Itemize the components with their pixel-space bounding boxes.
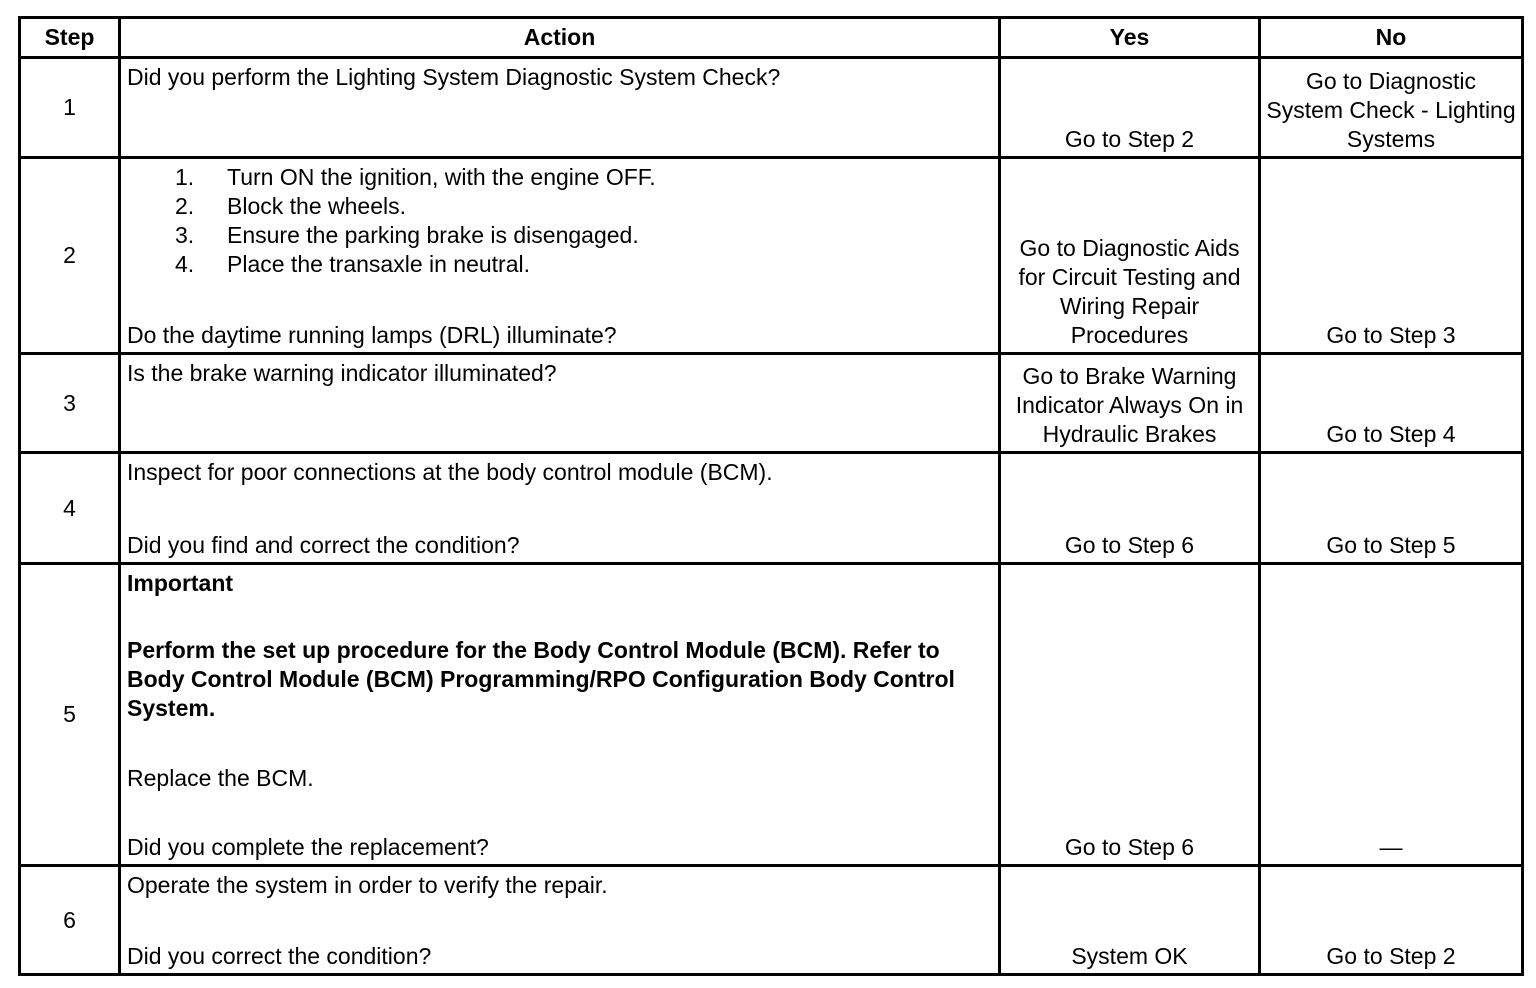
action-question: Did you correct the condition? xyxy=(127,943,432,969)
diagnostic-table xyxy=(18,16,1524,976)
table-row xyxy=(20,354,1523,453)
action-question: Did you perform the Lighting System Diagnostic System Check? xyxy=(127,64,781,90)
action-question: Is the brake warning indicator illuminated? xyxy=(127,360,557,386)
action-cell xyxy=(120,58,1000,158)
header-row xyxy=(20,18,1523,58)
step-number: 2 xyxy=(20,158,120,354)
list-item: 1. Turn ON the ignition, with the engine OFF. xyxy=(175,164,656,190)
yes-cell: Go to Brake Warning Indicator Always On in Hydraulic Brakes xyxy=(1000,354,1260,453)
header-action: Action xyxy=(120,18,1000,58)
step-number: 1 xyxy=(20,58,120,158)
action-cell xyxy=(120,158,1000,354)
step-number: 4 xyxy=(20,453,120,564)
no-cell: Go to Step 4 xyxy=(1260,354,1523,453)
action-question: Did you complete the replacement? xyxy=(127,834,489,860)
list-item: 2. Block the wheels. xyxy=(175,193,406,219)
header-yes: Yes xyxy=(1000,18,1260,58)
action-cell xyxy=(120,453,1000,564)
action-cell xyxy=(120,564,1000,866)
step-number: 5 xyxy=(20,564,120,866)
table-row xyxy=(20,453,1523,564)
action-instruction: Replace the BCM. xyxy=(127,764,314,791)
list-item: 4. Place the transaxle in neutral. xyxy=(175,251,531,277)
action-instruction: Inspect for poor connections at the body control module (BCM). xyxy=(127,459,773,485)
no-cell: Go to Step 2 xyxy=(1260,866,1523,975)
yes-cell: Go to Step 2 xyxy=(1000,58,1260,158)
header-step: Step xyxy=(20,18,120,58)
procedure-list xyxy=(127,163,992,279)
yes-cell: Go to Step 6 xyxy=(1000,564,1260,866)
no-cell: Go to Diagnostic System Check - Lighting Systems xyxy=(1260,58,1523,158)
important-note: Perform the set up procedure for the Body Control Module (BCM). Refer to Body Control Module (BCM) Programming/RPO Configuration Body Control System. xyxy=(127,637,955,721)
action-cell xyxy=(120,354,1000,453)
list-item: 3. Ensure the parking brake is disengaged. xyxy=(175,222,639,248)
no-cell: Go to Step 3 xyxy=(1260,158,1523,354)
step-number: 3 xyxy=(20,354,120,453)
action-question: Did you find and correct the condition? xyxy=(127,532,520,558)
table-row xyxy=(20,866,1523,975)
action-question: Do the daytime running lamps (DRL) illuminate? xyxy=(127,322,617,348)
table-row xyxy=(20,158,1523,354)
important-label: Important xyxy=(127,570,234,596)
table-row xyxy=(20,58,1523,158)
table-row xyxy=(20,564,1523,866)
yes-cell: System OK xyxy=(1000,866,1260,975)
action-instruction: Operate the system in order to verify the repair. xyxy=(127,872,608,898)
step-number: 6 xyxy=(20,866,120,975)
action-cell xyxy=(120,866,1000,975)
yes-cell: Go to Diagnostic Aids for Circuit Testing and Wiring Repair Procedures xyxy=(1000,158,1260,354)
no-cell: — xyxy=(1260,564,1523,866)
yes-cell: Go to Step 6 xyxy=(1000,453,1260,564)
header-no: No xyxy=(1260,18,1523,58)
no-cell: Go to Step 5 xyxy=(1260,453,1523,564)
